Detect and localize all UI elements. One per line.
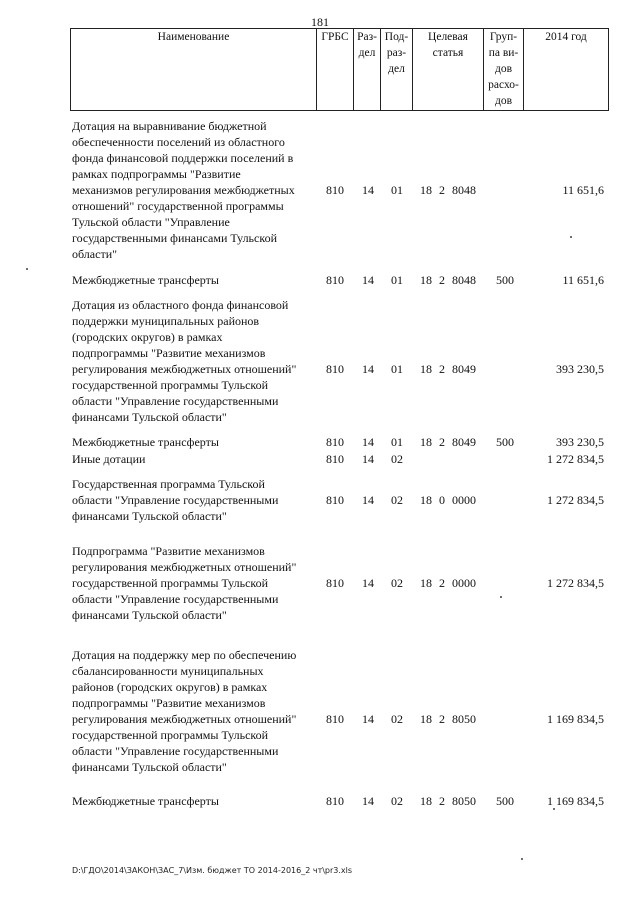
header-label-line: Целевая [428, 31, 468, 43]
header-label-line: Раз- [357, 31, 377, 43]
row-sum: 1 169 834,5 [547, 712, 604, 726]
row-grbs: 810 [326, 493, 344, 507]
row-name-line: Подпрограмма "Развитие механизмов [72, 544, 265, 558]
row-name-line: механизмов регулирования межбюджетных [72, 183, 295, 197]
row-name-line: отношений" государственной программы [72, 199, 284, 213]
scan-speck [500, 596, 502, 598]
row-tselevaya: 18 2 8049 [420, 362, 476, 376]
row-name-line: регулирования межбюджетных отношений" [72, 560, 297, 574]
row-name-line: государственной программы Тульской [72, 728, 269, 742]
row-name-line: рамках подпрограммы "Развитие [72, 167, 241, 181]
row-name-line: финансами Тульской области" [72, 760, 227, 774]
row-tselevaya: 18 2 8050 [420, 712, 476, 726]
scan-speck [521, 858, 523, 860]
page-number: 181 [311, 15, 329, 29]
row-sum: 11 651,6 [562, 273, 604, 287]
row-name-line: Межбюджетные трансферты [72, 435, 219, 449]
row-razdel: 14 [362, 362, 374, 376]
row-tselevaya: 18 2 8050 [420, 794, 476, 808]
row-name-line: Межбюджетные трансферты [72, 794, 219, 808]
row-name-line: области" [72, 247, 118, 261]
row-name-line: финансами Тульской области" [72, 608, 227, 622]
row-podrazdel: 02 [391, 576, 403, 590]
row-sum: 1 272 834,5 [547, 493, 604, 507]
row-name-line: регулирования межбюджетных отношений" [72, 712, 297, 726]
row-gruppa: 500 [496, 794, 514, 808]
row-tselevaya: 18 2 8048 [420, 183, 476, 197]
row-podrazdel: 01 [391, 435, 403, 449]
row-sum: 1 169 834,5 [547, 794, 604, 808]
row-sum: 11 651,6 [562, 183, 604, 197]
row-name [72, 793, 317, 809]
row-sum: 1 272 834,5 [547, 576, 604, 590]
header-label-line: дел [358, 47, 376, 59]
header-label-line: дов [494, 95, 513, 107]
row-razdel: 14 [362, 452, 374, 466]
row-grbs: 810 [326, 362, 344, 376]
row-sum: 393 230,5 [556, 435, 604, 449]
row-name-line: регулирования межбюджетных отношений" [72, 362, 297, 376]
header-label-line: 2014 год [545, 31, 587, 43]
row-name-line: государственной программы Тульской [72, 576, 269, 590]
column-header-name [70, 28, 317, 111]
row-name-line: области "Управление государственными [72, 592, 279, 606]
row-name-line: Тульской области "Управление [72, 215, 230, 229]
row-podrazdel: 02 [391, 794, 403, 808]
header-label-line: па ви- [488, 47, 519, 59]
row-razdel: 14 [362, 273, 374, 287]
row-grbs: 810 [326, 452, 344, 466]
row-razdel: 14 [362, 435, 374, 449]
header-label-line: Наименование [157, 31, 230, 43]
column-header-grbs [316, 28, 354, 111]
row-grbs: 810 [326, 273, 344, 287]
row-name [72, 476, 317, 524]
row-razdel: 14 [362, 493, 374, 507]
row-name-line: поддержки муниципальных районов [72, 314, 260, 328]
row-name [72, 297, 317, 425]
row-name-line: Дотация из областного фонда финансовой [72, 298, 289, 312]
row-name-line: Межбюджетные трансферты [72, 273, 219, 287]
header-label-line: Под- [384, 31, 409, 43]
row-name [72, 118, 317, 262]
row-name-line: подпрограммы "Развитие механизмов [72, 696, 266, 710]
row-grbs: 810 [326, 435, 344, 449]
row-grbs: 810 [326, 712, 344, 726]
row-name-line: Дотация на поддержку мер по обеспечению [72, 648, 297, 662]
row-name-line: Дотация на выравнивание бюджетной [72, 119, 267, 133]
scan-speck [553, 808, 555, 810]
row-razdel: 14 [362, 576, 374, 590]
row-podrazdel: 02 [391, 493, 403, 507]
row-name-line: области "Управление государственными [72, 493, 279, 507]
row-name [72, 543, 317, 623]
row-name [72, 272, 317, 288]
row-tselevaya: 18 2 8049 [420, 435, 476, 449]
row-tselevaya: 18 2 0000 [420, 576, 476, 590]
row-tselevaya: 18 2 8048 [420, 273, 476, 287]
header-label-line: раз- [386, 47, 407, 59]
column-header-gruppa [483, 28, 524, 111]
column-header-tselevaya [412, 28, 484, 111]
row-name-line: сбалансированности муниципальных [72, 664, 264, 678]
row-name-line: районов (городских округов) в рамках [72, 680, 268, 694]
row-name-line: фонда финансовой поддержки поселений в [72, 151, 294, 165]
row-gruppa: 500 [496, 273, 514, 287]
row-name [72, 434, 317, 450]
header-label-line: статья [432, 47, 464, 59]
column-header-razdel [353, 28, 381, 111]
row-sum: 393 230,5 [556, 362, 604, 376]
row-name-line: Государственная программа Тульской [72, 477, 265, 491]
row-name-line: области "Управление государственными [72, 744, 279, 758]
row-name-line: подпрограммы "Развитие механизмов [72, 346, 266, 360]
column-header-year [523, 28, 609, 111]
row-podrazdel: 01 [391, 273, 403, 287]
row-name-line: финансами Тульской области" [72, 509, 227, 523]
row-name [72, 647, 317, 775]
row-tselevaya: 18 0 0000 [420, 493, 476, 507]
row-podrazdel: 01 [391, 183, 403, 197]
row-razdel: 14 [362, 183, 374, 197]
row-name [72, 451, 317, 467]
row-razdel: 14 [362, 794, 374, 808]
row-podrazdel: 02 [391, 712, 403, 726]
header-label-line: дел [388, 63, 405, 75]
row-grbs: 810 [326, 794, 344, 808]
header-label-line: Груп- [489, 31, 518, 43]
row-name-line: Иные дотации [72, 452, 146, 466]
row-grbs: 810 [326, 183, 344, 197]
header-label-line: ГРБС [321, 31, 349, 43]
row-name-line: области "Управление государственными [72, 394, 279, 408]
row-name-line: обеспеченности поселений из областного [72, 135, 285, 149]
scan-speck [570, 236, 572, 238]
row-name-line: (городских округов) в рамках [72, 330, 223, 344]
row-name-line: финансами Тульской области" [72, 410, 227, 424]
header-label-line: расхо- [488, 79, 519, 91]
row-name-line: государственной программы Тульской [72, 378, 269, 392]
row-razdel: 14 [362, 712, 374, 726]
scan-speck [26, 268, 28, 270]
row-grbs: 810 [326, 576, 344, 590]
row-name-line: государственными финансами Тульской [72, 231, 277, 245]
column-header-podrazdel [380, 28, 413, 111]
row-gruppa: 500 [496, 435, 514, 449]
row-podrazdel: 02 [391, 452, 403, 466]
row-podrazdel: 01 [391, 362, 403, 376]
row-sum: 1 272 834,5 [547, 452, 604, 466]
file-path-footer: D:\ГДО\2014\ЗАКОН\ЗАС_7\Изм. бюджет ТО 2014-2016_2 чт\pr3.xls [72, 866, 353, 875]
header-label-line: дов [494, 63, 513, 75]
